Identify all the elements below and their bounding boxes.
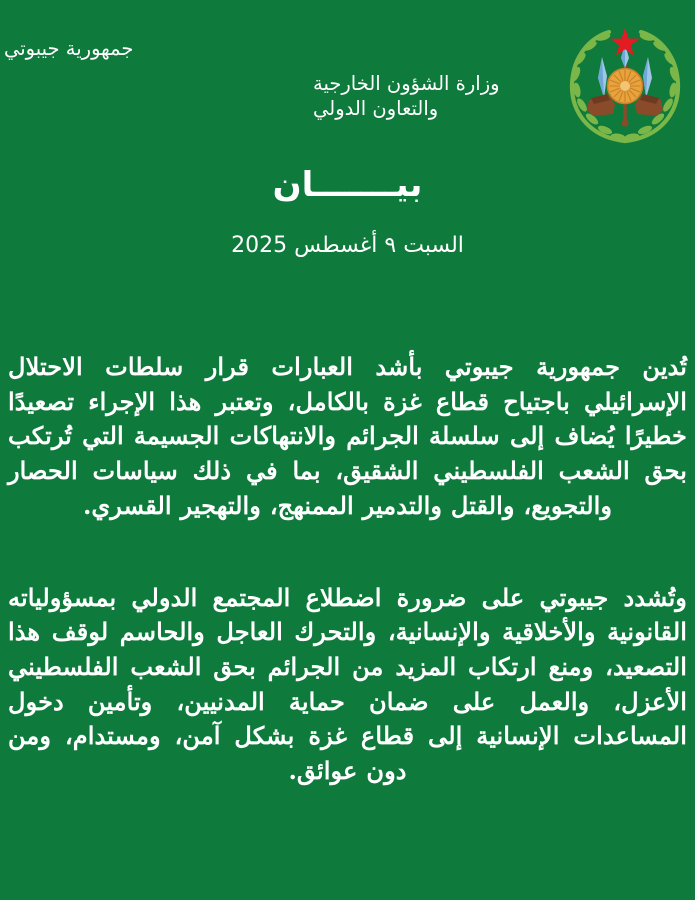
statement-body xyxy=(0,350,695,789)
statement-paragraph: تُدين جمهورية جيبوتي بأشد العبارات قرار سلطات الاحتلال الإسرائيلي باجتياح قطاع غزة بالكامل، وتعتبر هذا الإجراء تصعيدًا خطيرًا يُضاف إلى سلسلة الجرائم والانتهاكات الجسيمة التي تُرتكب بحق الشعب الفلسطيني الشقيق، بما في ذلك سياسات الحصار والتجويع، والقتل والتدمير الممنهج، والتهجير القسري. xyxy=(8,352,687,520)
page-title: بيـــــــان xyxy=(272,165,423,205)
document-date: السبت ٩ أغسطس 2025 xyxy=(231,232,464,258)
ministry-name: وزارة الشؤون الخارجية والتعاون الدولي xyxy=(313,71,500,121)
header-text-block xyxy=(0,22,563,121)
title-block xyxy=(0,165,695,259)
country-name: جمهورية جيبوتي xyxy=(4,37,134,60)
document-header xyxy=(0,22,695,154)
statement-paragraph: وتُشدد جيبوتي على ضرورة اضطلاع المجتمع الدولي بمسؤولياته القانونية والأخلاقية والإنسانية، والتحرك العاجل والحاسم لوقف هذا التصعيد، ومنع ارتكاب المزيد من الجرائم بحق الشعب الفلسطيني الأعزل، والعمل على ضمان حماية المدنيين، وتأمين دخول المساعدات الإنسانية إلى قطاع غزة بشكل آمن، ومستدام، ومن دون عوائق. xyxy=(8,582,687,786)
djibouti-coat-of-arms-icon xyxy=(563,24,687,148)
